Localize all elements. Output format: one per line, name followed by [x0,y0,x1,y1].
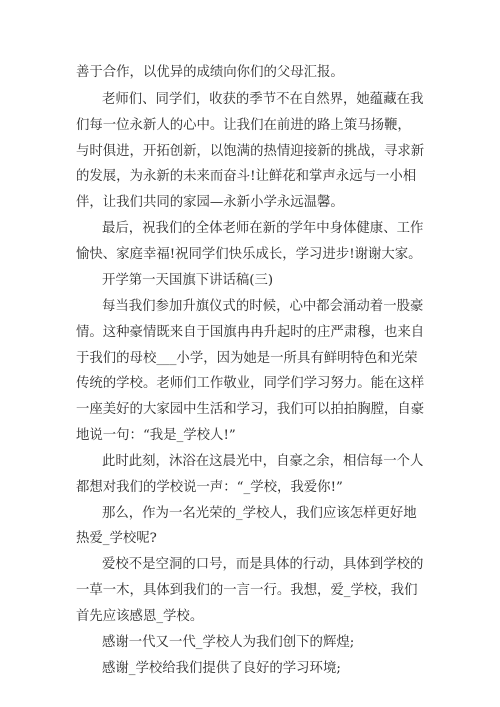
paragraph-start-line: 爱校不是空洞的口号，而是具体的行动，具体到学校的 [102,557,424,572]
paragraph-start-line: 每当我们参加升旗仪式的时候，心中都会涌动着一股豪 [102,299,424,314]
text-line: 热爱_学校呢? [76,531,157,546]
text-line: 情。这种豪情既来自于国旗冉冉升起时的庄严肃穆，也来自 [76,325,425,340]
text-line: 的发展，为永新的未来而奋斗!让鲜花和掌声永远与一小相 [76,169,417,184]
paragraph-start-line: 那么，作为一名光荣的_学校人，我们应该怎样更好地 [102,506,417,521]
text-line: 们每一位永新人的心中。让我们在前进的路上策马扬鞭， [76,118,411,133]
section-title: 开学第一天国旗下讲话稿(三) [102,273,274,288]
text-line: 伴，让我们共同的家园—永新小学永远温馨。 [76,195,344,210]
text-line: 首先应该感恩_学校。 [76,609,204,624]
paragraph-start-line: 感谢一代又一代_学校人为我们创下的辉煌; [102,635,355,650]
text-line: 地说一句：“我是_学校人!” [76,428,236,443]
text-line: 一草一木，具体到我们的一言一行。我想，爱_学校，我们 [76,583,418,598]
paragraph-start-line: 老师们、同学们，收获的季节不在自然界，她蕴藏在我 [102,92,424,107]
paragraph-start-line: 最后，祝我们的全体老师在新的学年中身体健康、工作 [102,221,424,236]
text-line: 于我们的母校___小学，因为她是一所具有鲜明特色和光荣 [76,351,418,366]
text-line: 都想对我们的学校说一声：“_学校，我爱你!” [76,480,343,495]
text-line: 愉快、家庭幸福!祝同学们快乐成长，学习进步!谢谢大家。 [76,247,422,262]
text-line: 传统的学校。老师们工作敬业，同学们学习努力。能在这样 [76,376,425,391]
text-line: 善于合作，以优异的成绩向你们的父母汇报。 [76,65,344,80]
text-line: 与时俱进，开拓创新，以饱满的热情迎接新的挑战，寻求新 [76,144,425,159]
paragraph-start-line: 感谢_学校给我们提供了良好的学习环境; [102,661,341,676]
text-line: 一座美好的大家园中生活和学习，我们可以拍拍胸膛，自豪 [76,402,425,417]
paragraph-start-line: 此时此刻，沐浴在这晨光中，自豪之余，相信每一个人 [102,454,424,469]
